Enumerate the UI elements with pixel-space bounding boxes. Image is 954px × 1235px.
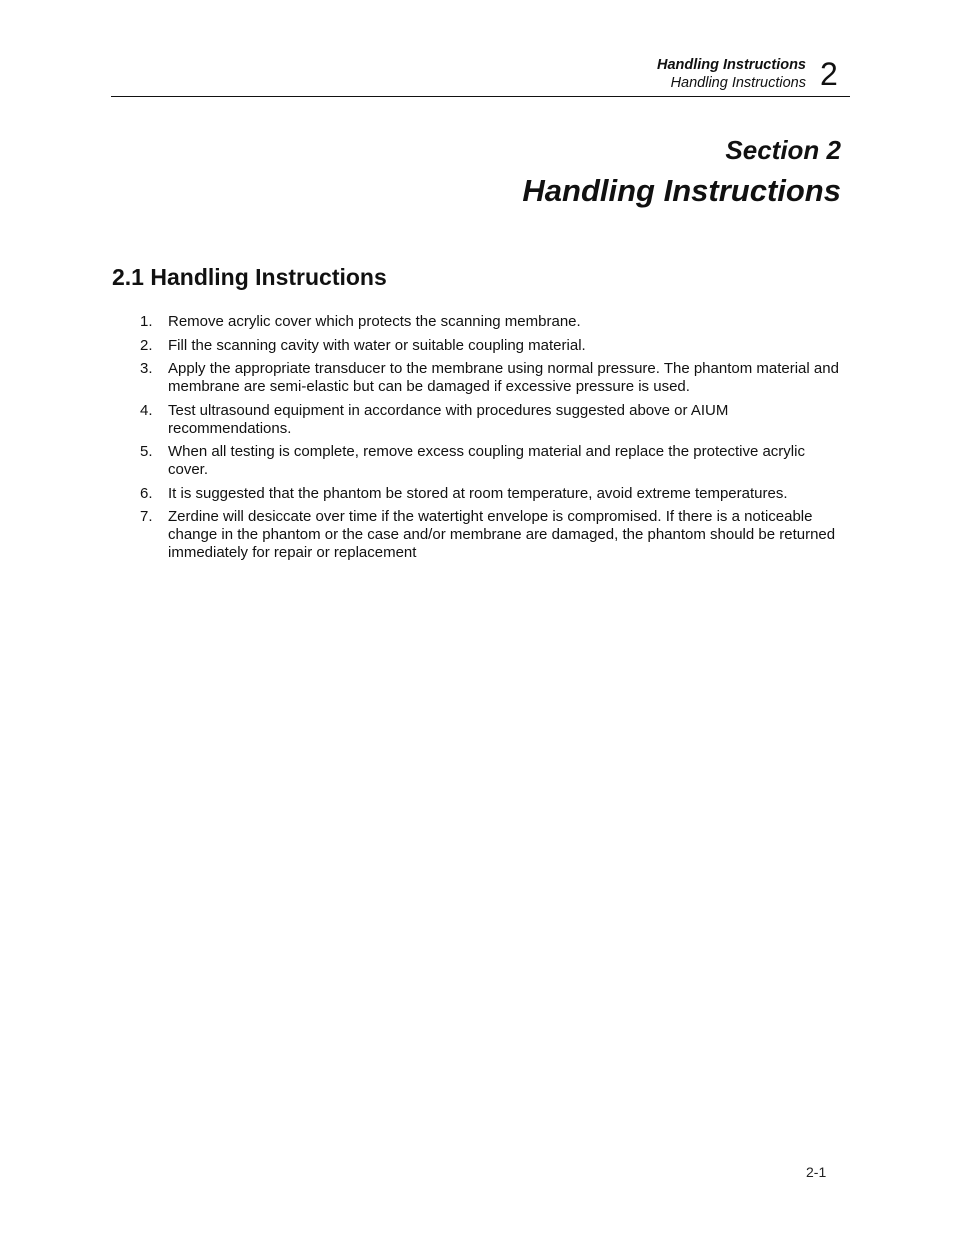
list-item-number: 3. [140,360,153,377]
running-header [657,56,806,92]
page-number: 2-1 [806,1164,827,1180]
section-label: Section 2 [725,135,841,165]
list-item-number: 5. [140,443,153,460]
list-item [111,485,841,503]
list-item [111,402,841,438]
list-item-number: 1. [140,313,153,330]
list-item [111,443,841,479]
running-header-subtitle: Handling Instructions [670,75,806,91]
list-item [111,508,841,562]
list-item-text: Test ultrasound equipment in accordance with procedures suggested above or AIUM recommendations. [168,401,729,437]
section-title: Handling Instructions [522,173,841,208]
list-item [111,360,841,396]
list-item-number: 4. [140,401,153,419]
list-item-number: 2. [140,336,153,354]
list-item-number: 6. [140,484,153,502]
list-item-text: Zerdine will desiccate over time if the watertight envelope is compromised. If there is a noticeable change in the phantom or the case and/or membrane are damaged, the phantom should be returned immediately for repair or replacement [168,508,836,561]
list-item-text: Fill the scanning cavity with water or suitable coupling material. [168,336,586,354]
instruction-list [111,313,841,568]
list-item [111,313,841,331]
list-item-text: Apply the appropriate transducer to the membrane using normal pressure. The phantom material and membrane are semi-elastic but can be damaged if excessive pressure is used. [168,360,839,395]
list-item-number: 7. [140,508,153,525]
chapter-number: 2 [820,56,838,92]
list-item-text: Remove acrylic cover which protects the scanning membrane. [168,313,581,330]
list-item-text: It is suggested that the phantom be stored at room temperature, avoid extreme temperatures. [168,484,788,502]
running-header-title: Handling Instructions [656,57,806,73]
list-item [111,337,841,355]
list-item-text: When all testing is complete, remove excess coupling material and replace the protective acrylic cover. [168,443,805,478]
header-divider [111,96,850,97]
subsection-heading: 2.1 Handling Instructions [112,264,387,290]
